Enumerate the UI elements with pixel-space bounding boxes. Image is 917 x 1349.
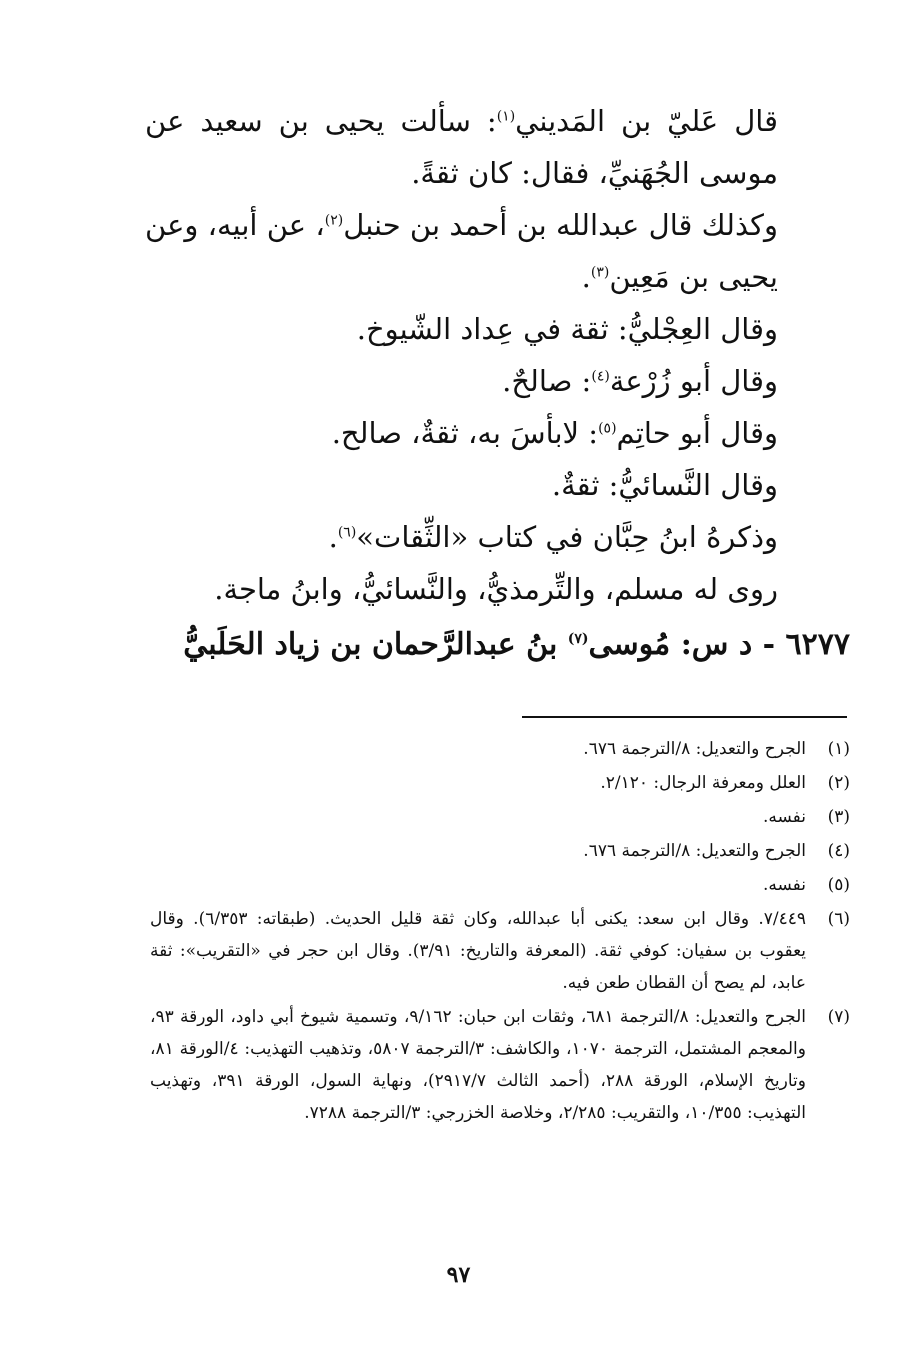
- footnote-ref[interactable]: (١): [496, 108, 516, 125]
- paragraph-text: قال عَليّ بن المَديني: [515, 104, 778, 138]
- paragraph-text: وكذلك قال عبدالله بن أحمد بن حنبل: [343, 208, 778, 242]
- paragraph-text: وذكرهُ ابنُ حِبَّان في كتاب «الثِّقات»: [356, 520, 778, 554]
- footnote-number: (١): [827, 739, 850, 759]
- footnotes: [150, 733, 850, 1131]
- footnote-number: (٥): [827, 875, 850, 895]
- page-number: ٩٧: [446, 1262, 471, 1288]
- footnote-ref[interactable]: (٥): [598, 420, 617, 437]
- footnote-number: (٣): [827, 807, 850, 827]
- footnote-text: الجرح والتعديل: ٨/الترجمة ٦٧٦.: [583, 739, 806, 759]
- footnote: [150, 835, 850, 867]
- footnote-number: (٦): [827, 909, 850, 929]
- footnote-ref[interactable]: (٧): [567, 631, 589, 647]
- footnote-text: الجرح والتعديل: ٨/الترجمة ٦٨١، وثقات ابن حبان: ٩/١٦٢، وتسمية شيوخ أبي داود، الورقة ٩٣، والمعجم المشتمل، الترجمة ١٠٧٠، والكاشف: ٣/الترجمة ٥٨٠٧، وتذهيب التهذيب: ٤/الورقة ٨١، وتاريخ الإسلام، الورقة ٢٨٨، (أحمد الثالث ٢٩١٧/٧)، ونهاية السول، الورقة ٣٩١، وتهذيب التهذيب: ١٠/٣٥٥، والتقريب: ٢/٢٨٥، وخلاصة الخزرجي: ٣/الترجمة ٧٢٨٨.: [150, 1007, 806, 1123]
- paragraph-text: وقال أبو زُرْعة: [609, 364, 778, 398]
- footnote-number: (٤): [827, 841, 850, 861]
- footnote: [150, 1001, 850, 1129]
- paragraph-abdullah-ibn-ahmad: [145, 199, 850, 303]
- paragraph-narrators: [145, 563, 850, 615]
- footnote-ref[interactable]: (٢): [324, 212, 344, 229]
- paragraph-text: روى له مسلم، والتِّرمذيُّ، والنَّسائيُّ، وابنُ ماجة.: [214, 572, 778, 606]
- footnote: [150, 733, 850, 765]
- footnote: [150, 801, 850, 833]
- paragraph-abu-zura: [145, 355, 850, 407]
- footnote-ref[interactable]: (٣): [590, 264, 610, 281]
- paragraph-text: وقال النَّسائيُّ: ثقةٌ.: [551, 468, 778, 502]
- paragraph-text: : لابأسَ به، ثقةٌ، صالح.: [331, 416, 599, 450]
- footnote-text: العلل ومعرفة الرجال: ٢/١٢٠.: [600, 773, 806, 793]
- paragraph-text: وقال أبو حاتِم: [616, 416, 778, 450]
- paragraph-text: : سألت يحيى بن سعيد عن موسى الجُهَنيِّ، فقال: كان ثقةً.: [145, 104, 778, 190]
- footnote-text: الجرح والتعديل: ٨/الترجمة ٦٧٦.: [583, 841, 806, 861]
- paragraph-abu-hatim: [145, 407, 850, 459]
- footnote: [150, 767, 850, 799]
- footnote-number: (٢): [827, 773, 850, 793]
- paragraph-text: .: [581, 260, 591, 294]
- paragraph-text: ، عن أبيه، وعن يحيى بن مَعِين: [145, 208, 778, 294]
- footnote-number: (٧): [827, 1007, 850, 1027]
- footnote-text: ٧/٤٤٩. وقال ابن سعد: يكنى أبا عبدالله، وكان ثقة قليل الحديث. (طبقاته: ٦/٣٥٣). وقال يعقوب بن سفيان: كوفي ثقة. (المعرفة والتاريخ: ٣/٩١). وقال ابن حجر في «التقريب»: ثقة عابد، لم يصح أن القطان طعن فيه.: [150, 909, 807, 993]
- footnote-ref[interactable]: (٦): [337, 524, 357, 541]
- paragraph-text: .: [328, 520, 338, 554]
- main-text: [145, 95, 850, 671]
- paragraph-ibn-hibban: [145, 511, 850, 563]
- paragraph-ali-ibn-madini: [145, 95, 850, 199]
- footnote-ref[interactable]: (٤): [591, 368, 610, 385]
- footnote-divider: [522, 716, 847, 718]
- footnote-text: نفسه.: [762, 807, 806, 827]
- entry-heading: [145, 619, 850, 671]
- footnote: [150, 903, 850, 999]
- footnote-text: نفسه.: [762, 875, 806, 895]
- paragraph-nasai: [145, 459, 850, 511]
- paragraph-ijli: [145, 303, 850, 355]
- paragraph-text: : صالحٌ.: [502, 364, 592, 398]
- footnote: [150, 869, 850, 901]
- entry-heading-text: بنُ عبدالرَّحمان بن زياد الحَلَبيُّ: [183, 627, 568, 662]
- paragraph-text: وقال العِجْليُّ: ثقة في عِداد الشّيوخ.: [356, 312, 778, 346]
- entry-heading-text: ٦٢٧٧ - د س: مُوسى: [588, 627, 850, 662]
